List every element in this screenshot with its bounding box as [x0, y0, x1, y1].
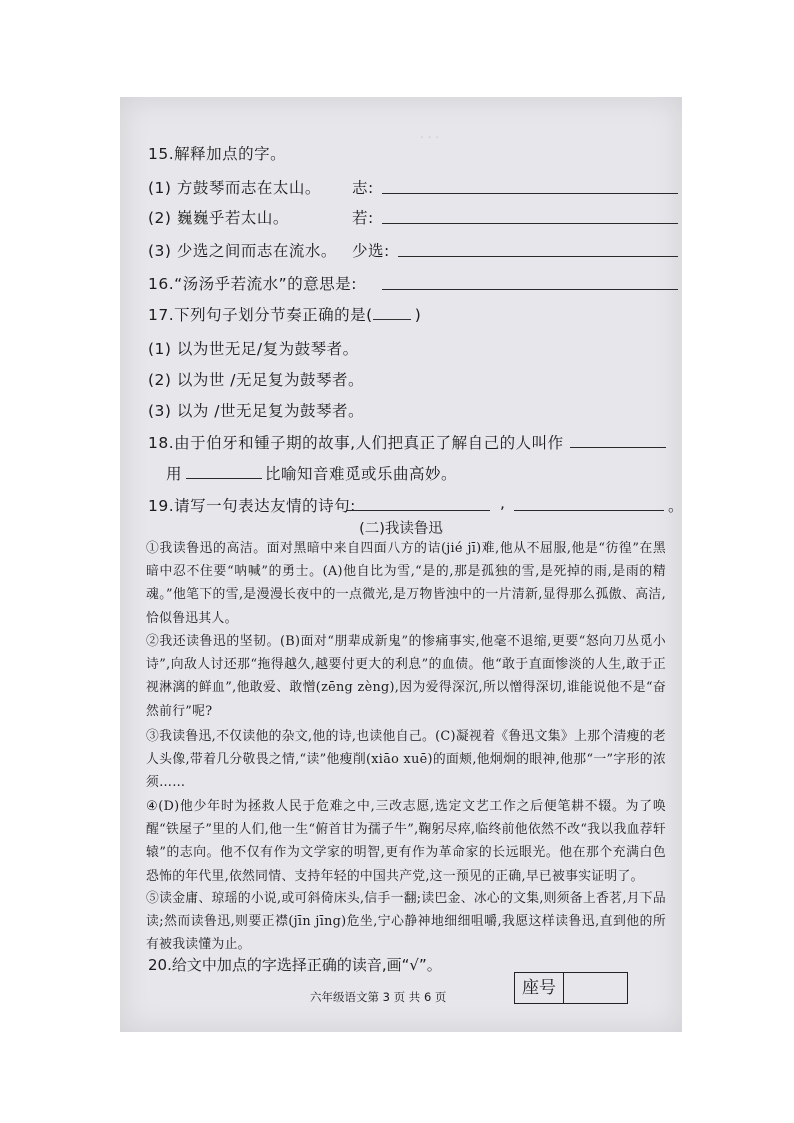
q17-answer-blank[interactable]: [373, 311, 411, 320]
bleed-through-marks: . . .: [420, 127, 440, 141]
q18-line-2-prefix: 用: [166, 465, 183, 483]
seat-number-label: 座号: [515, 973, 564, 1003]
seat-number-box: [514, 972, 628, 1004]
q15-answer-line-1[interactable]: [382, 193, 678, 194]
q15-answer-line-2[interactable]: [382, 223, 678, 224]
q18-line-1: 18.由于伯牙和锺子期的故事,人们把真正了解自己的人叫作: [148, 434, 564, 452]
q15-item-2-term: 若:: [352, 209, 374, 227]
q20-text: 20.给文中加点的字选择正确的读音,画“√”。: [148, 956, 442, 974]
passage-paragraph-4: ④(D)他少年时为拯救人民于危难之中,三改志愿,选定文艺工作之后便笔耕不辍。为了唤醒“铁屋子”里的人们,他一生“俯首甘为孺子牛”,鞠躬尽瘁,临终前他依然不改“我以我血荐轩辕”的志向。他不仅有作为文学家的明智,更有作为革命家的长远眼光。他在那个充满白色恐怖的年代里,依然同情、支持年轻的中国共产党,这一预见的正确,早已被事实证明了。: [146, 799, 666, 884]
q17-close-paren: ): [414, 306, 422, 324]
section-title: (二)我读鲁迅: [359, 521, 443, 537]
passage-paragraph-2: ②我还读鲁迅的坚韧。(B)面对“朋辈成新鬼”的惨痛事实,他毫不退缩,更要“怒向刀丛觅小诗”,向敌人讨还那“拖得越久,越要付更大的利息”的血债。他“敢于直面惨淡的人生,敢于正视淋漓的鲜血”,他敢爱、敢憎(zēng zèng),因为爱得深沉,所以憎得深切,谁能说他不是“奋然前行”呢?: [146, 634, 666, 719]
q16-answer-line[interactable]: [382, 289, 678, 290]
q15-item-2: (2) 巍巍乎若太山。: [148, 209, 289, 227]
q17-text: [148, 303, 421, 325]
q16-text: 16.“汤汤乎若流水”的意思是:: [148, 275, 357, 293]
q19-answer-line-1[interactable]: [346, 510, 490, 511]
q18-line-2-suffix: 比喻知音难觅或乐曲高妙。: [265, 465, 458, 483]
q18-answer-line-2[interactable]: [186, 478, 262, 479]
q19-comma: ,: [500, 494, 506, 512]
q15-item-3-term: 少选:: [352, 242, 390, 260]
q15-item-1-text: (1) 方鼓琴而志在太山。: [148, 179, 321, 197]
q19-text: 19.请写一句表达友情的诗句:: [148, 497, 356, 515]
q15-title: 15.解释加点的字。: [148, 145, 287, 163]
q17-option-2: (2) 以为世 /无足复为鼓琴者。: [148, 371, 365, 389]
passage-paragraph-5: ⑤读金庸、琼瑶的小说,或可斜倚床头,信手一翻;读巴金、冰心的文集,则须备上香茗,月下品读;然而读鲁迅,则要正襟(jīn jīng)危坐,宁心静神地细细咀嚼,我愿这样读鲁迅,直到他的所有被我读懂为止。: [146, 891, 666, 953]
q17-option-3: (3) 以为 /世无足复为鼓琴者。: [148, 402, 365, 420]
q18-answer-line-1[interactable]: [570, 447, 666, 448]
passage-paragraph-3: ③我读鲁迅,不仅读他的杂文,他的诗,也读他自己。(C)凝视着《鲁迅文集》上那个清瘦的老人头像,带着几分敬畏之情,“读”他瘦削(xiāo xuē)的面颊,他炯炯的眼神,他那“一”字形的浓须……: [146, 729, 666, 791]
q19-period: 。: [668, 497, 685, 515]
q17-question: 17.下列句子划分节奏正确的是(: [148, 306, 373, 324]
q15-item-1-term: 志:: [352, 179, 374, 197]
page-footer: 六年级语文第 3 页 共 6 页: [310, 990, 447, 1004]
q17-option-1: (1) 以为世无足/复为鼓琴者。: [148, 340, 359, 358]
passage-paragraph-1: ①我读鲁迅的高洁。面对黑暗中来自四面八方的诘(jié jī)难,他从不屈服,他是“彷徨”在黑暗中忍不住要“呐喊”的勇士。(A)他自比为雪,“是的,那是孤独的雪,是死掉的雨,是雨的精魂。”他笔下的雪,是漫漫长夜中的一点微光,是万物皆浊中的一片清新,显得那么孤傲、高洁,恰似鲁迅其人。: [146, 541, 666, 626]
q15-answer-line-3[interactable]: [398, 256, 678, 257]
q15-item-1: [148, 176, 321, 198]
exam-page: [120, 97, 685, 1032]
q15-item-3: (3) 少选之间而志在流水。: [148, 242, 337, 260]
q19-answer-line-2[interactable]: [514, 510, 664, 511]
